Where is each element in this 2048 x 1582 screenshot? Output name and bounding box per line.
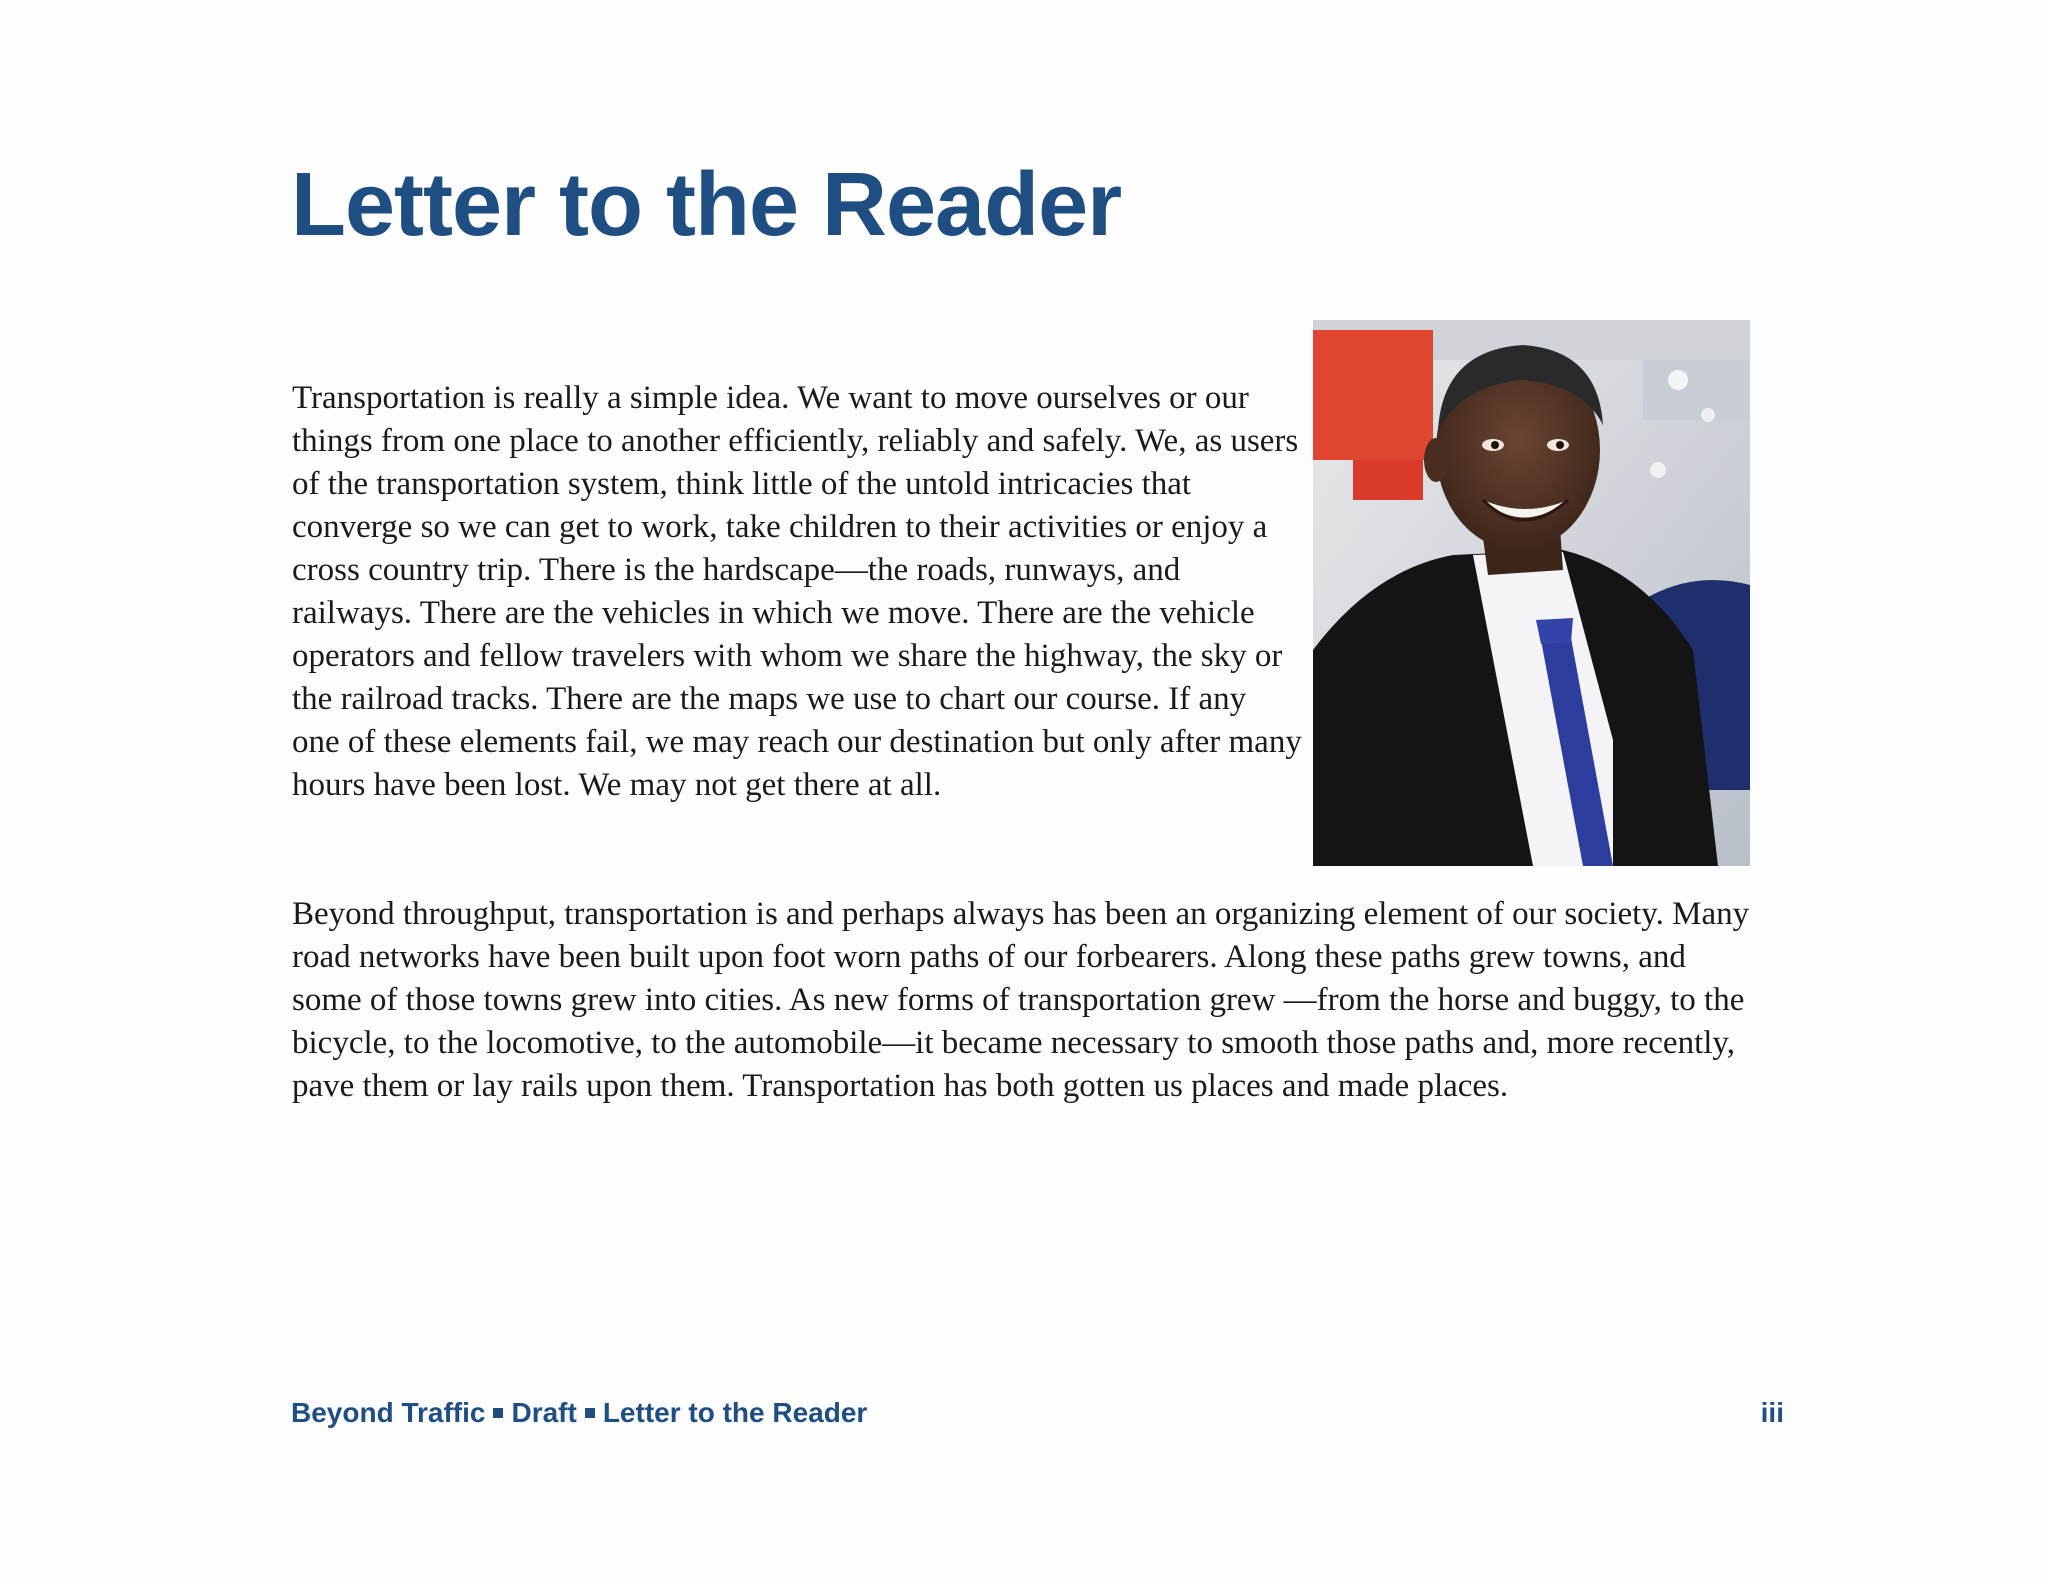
running-footer: [291, 1396, 867, 1430]
footer-separator: [585, 1408, 595, 1418]
portrait-illustration: [1313, 320, 1750, 866]
footer-status: Draft: [511, 1397, 577, 1428]
paragraph-organizing-element: Beyond throughput, transportation is and perhaps always has been an organizing element of our society. Many road networks have been built upon foot worn paths of our forbearers. Along these paths grew towns, and some of those towns grew into cities. As new forms of transportation grew —from the horse and buggy, to the bicycle, to the locomotive, to the automobile—it became necessary to smooth those paths and, more recently, pave them or lay rails upon them. Transportation has both gotten us places and made places.: [292, 896, 1750, 1104]
footer-separator: [493, 1408, 503, 1418]
page-title: Letter to the Reader: [291, 155, 1122, 255]
footer-section: Letter to the Reader: [602, 1397, 868, 1428]
page-number: iii: [1760, 1397, 1784, 1428]
portrait-photo: [1313, 320, 1750, 866]
paragraph-intro: Transportation is really a simple idea. We want to move ourselves or our things from one place to another efficiently, reliably and safely. We, as users of the transportation system, think little of the untold intricacies that converge so we can get to work, take children to their activities or enjoy a cross country trip. There is the hardscape—the roads, runways, and railways. There are the vehicles in which we move. There are the vehicle operators and fellow travelers with whom we share the highway, the sky or the railroad tracks. There are the maps we use to chart our course. If any one of these elements fail, we may reach our destination but only after many hours have been lost. We may not get there at all.: [292, 380, 1302, 803]
footer-publication: Beyond Traffic: [291, 1397, 486, 1428]
